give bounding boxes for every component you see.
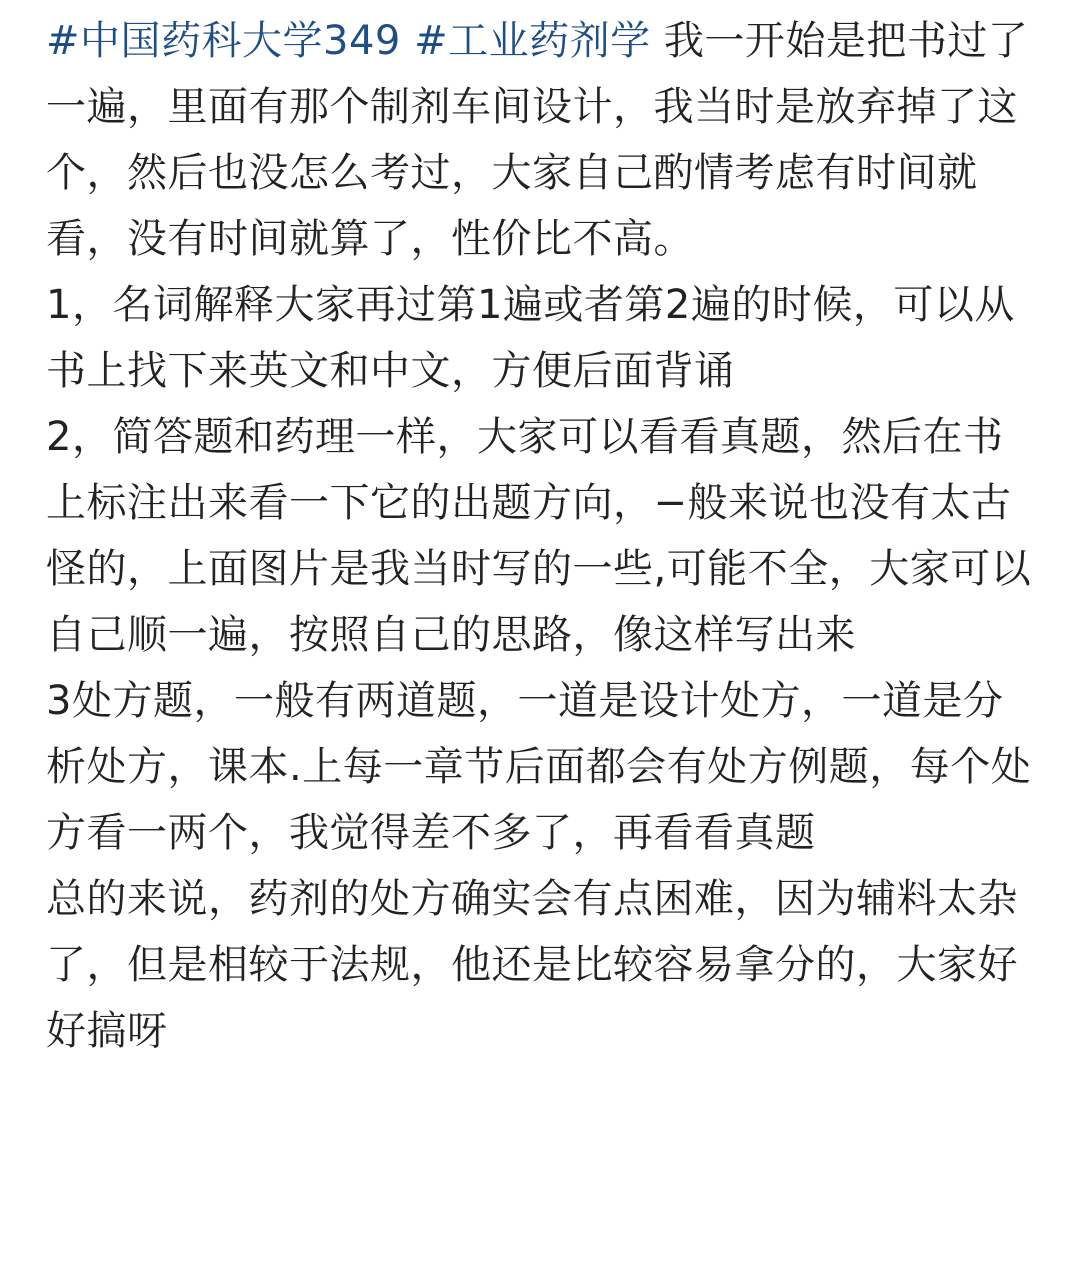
summary-paragraph: 总的来说，药剂的处方确实会有点困难，因为辅料太杂了，但是相较于法规，他还是比较容易拿分的，大家好好搞呀 (46, 876, 1018, 1054)
point-paragraph: 1，名词解释大家再过第1遍或者第2遍的时候，可以从书上找下来英文和中文，方便后面背诵 (46, 282, 1015, 394)
intro-paragraph (46, 8, 1036, 272)
point-paragraph: 3处方题，一般有两道题，一道是设计处方，一道是分析处方，课本.上每一章节后面都会有处方例题，每个处方看一两个，我觉得差不多了，再看看真题 (46, 678, 1032, 856)
intro-text: 我一开始是把书过了一遍，里面有那个制剂车间设计，我当时是放弃掉了这个，然后也没怎么考过，大家自己酌情考虑有时间就看，没有时间就算了，性价比不高。 (46, 18, 1029, 262)
hashtag-link[interactable]: #工业药剂学 (414, 18, 651, 64)
point-paragraph: 2，简答题和药理一样，大家可以看看真题，然后在书上标注出来看一下它的出题方向，−般来说也没有太古怪的，上面图片是我当时写的一些,可能不全，大家可以自己顺一遍，按照自己的思路，像这样写出来 (46, 414, 1032, 658)
hashtag-link[interactable]: #中国药科大学349 (46, 18, 401, 64)
post-body (46, 8, 1036, 1064)
